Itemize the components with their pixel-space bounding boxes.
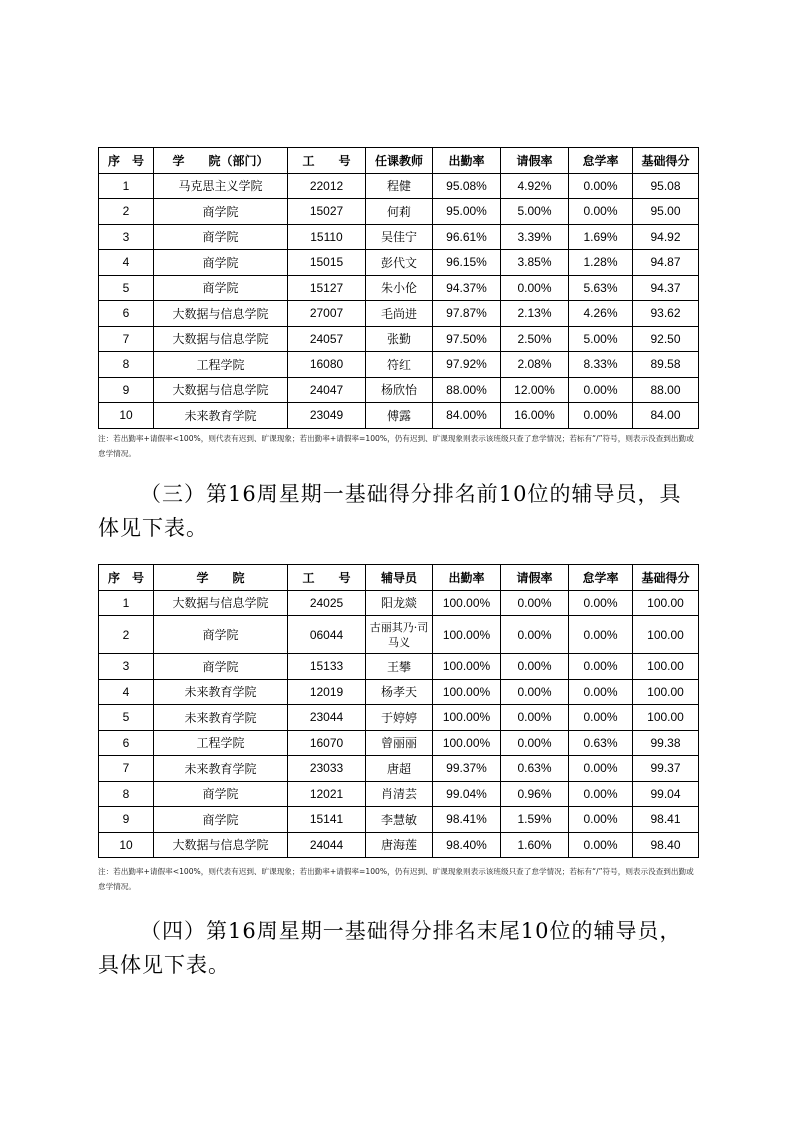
cell-index: 7	[99, 756, 154, 782]
cell-score: 95.00	[633, 199, 699, 225]
cell-id: 24044	[288, 832, 366, 858]
cell-score: 100.00	[633, 654, 699, 680]
header-truancy: 怠学率	[569, 148, 633, 174]
header-teacher: 任课教师	[366, 148, 433, 174]
cell-attendance: 98.40%	[433, 832, 501, 858]
table-row	[99, 377, 699, 403]
table-row	[99, 250, 699, 276]
cell-attendance: 100.00%	[433, 679, 501, 705]
cell-leave: 16.00%	[501, 403, 569, 429]
cell-college: 大数据与信息学院	[154, 301, 288, 327]
cell-leave: 1.59%	[501, 807, 569, 833]
cell-leave: 0.00%	[501, 275, 569, 301]
cell-college: 大数据与信息学院	[154, 832, 288, 858]
cell-leave: 5.00%	[501, 199, 569, 225]
cell-attendance: 95.08%	[433, 173, 501, 199]
table-row	[99, 654, 699, 680]
cell-id: 15110	[288, 224, 366, 250]
table-row	[99, 199, 699, 225]
cell-index: 9	[99, 377, 154, 403]
cell-truancy: 4.26%	[569, 301, 633, 327]
cell-index: 1	[99, 590, 154, 616]
cell-name: 于婷婷	[366, 705, 433, 731]
cell-name: 傅露	[366, 403, 433, 429]
cell-leave: 0.00%	[501, 590, 569, 616]
cell-attendance: 98.41%	[433, 807, 501, 833]
cell-attendance: 100.00%	[433, 590, 501, 616]
cell-id: 23049	[288, 403, 366, 429]
cell-id: 23033	[288, 756, 366, 782]
cell-truancy: 0.00%	[569, 377, 633, 403]
cell-truancy: 8.33%	[569, 352, 633, 378]
cell-college: 未来教育学院	[154, 679, 288, 705]
cell-leave: 3.39%	[501, 224, 569, 250]
cell-college: 未来教育学院	[154, 403, 288, 429]
table-row	[99, 730, 699, 756]
cell-index: 2	[99, 616, 154, 654]
cell-truancy: 0.00%	[569, 173, 633, 199]
cell-truancy: 0.00%	[569, 616, 633, 654]
cell-id: 15133	[288, 654, 366, 680]
cell-name: 程健	[366, 173, 433, 199]
cell-score: 95.08	[633, 173, 699, 199]
cell-college: 工程学院	[154, 352, 288, 378]
cell-attendance: 96.61%	[433, 224, 501, 250]
cell-attendance: 96.15%	[433, 250, 501, 276]
cell-truancy: 0.00%	[569, 781, 633, 807]
cell-college: 商学院	[154, 781, 288, 807]
cell-score: 84.00	[633, 403, 699, 429]
table-row	[99, 326, 699, 352]
cell-leave: 0.63%	[501, 756, 569, 782]
cell-attendance: 100.00%	[433, 705, 501, 731]
cell-index: 4	[99, 250, 154, 276]
header-leave: 请假率	[501, 565, 569, 591]
cell-index: 4	[99, 679, 154, 705]
cell-leave: 12.00%	[501, 377, 569, 403]
cell-id: 12019	[288, 679, 366, 705]
cell-leave: 0.00%	[501, 705, 569, 731]
cell-attendance: 97.87%	[433, 301, 501, 327]
cell-name: 符红	[366, 352, 433, 378]
cell-college: 商学院	[154, 807, 288, 833]
cell-college: 马克思主义学院	[154, 173, 288, 199]
header-score: 基础得分	[633, 565, 699, 591]
cell-college: 商学院	[154, 224, 288, 250]
cell-leave: 0.00%	[501, 616, 569, 654]
cell-truancy: 0.00%	[569, 705, 633, 731]
cell-attendance: 100.00%	[433, 654, 501, 680]
cell-index: 3	[99, 654, 154, 680]
section-4-heading: （四）第16周星期一基础得分排名末尾10位的辅导员，具体见下表。	[98, 919, 682, 977]
cell-name: 李慧敏	[366, 807, 433, 833]
cell-id: 24057	[288, 326, 366, 352]
table2-note: 注：若出勤率+请假率<100%，则代表有迟到、旷课现象；若出勤率+请假率=100%，仍有迟到、旷课现象则表示该班级只查了怠学情况；若标有“/”符号，则表示没查到出勤或怠学情况。	[98, 867, 694, 891]
cell-name: 王攀	[366, 654, 433, 680]
cell-college: 商学院	[154, 199, 288, 225]
cell-name: 毛尚进	[366, 301, 433, 327]
cell-leave: 2.50%	[501, 326, 569, 352]
cell-college: 大数据与信息学院	[154, 590, 288, 616]
table-row	[99, 832, 699, 858]
cell-leave: 1.60%	[501, 832, 569, 858]
cell-leave: 0.00%	[501, 730, 569, 756]
cell-attendance: 97.50%	[433, 326, 501, 352]
cell-leave: 2.08%	[501, 352, 569, 378]
cell-name: 古丽其乃·司马义	[366, 616, 433, 654]
table-row	[99, 224, 699, 250]
cell-score: 99.38	[633, 730, 699, 756]
cell-index: 6	[99, 301, 154, 327]
cell-index: 3	[99, 224, 154, 250]
cell-score: 94.92	[633, 224, 699, 250]
cell-score: 98.41	[633, 807, 699, 833]
cell-name: 朱小伦	[366, 275, 433, 301]
cell-truancy: 0.00%	[569, 679, 633, 705]
cell-name: 唐海莲	[366, 832, 433, 858]
cell-college: 大数据与信息学院	[154, 377, 288, 403]
table-row	[99, 679, 699, 705]
cell-college: 商学院	[154, 654, 288, 680]
header-leave: 请假率	[501, 148, 569, 174]
cell-truancy: 0.00%	[569, 403, 633, 429]
cell-id: 15127	[288, 275, 366, 301]
cell-leave: 4.92%	[501, 173, 569, 199]
cell-index: 6	[99, 730, 154, 756]
table-header-row	[99, 148, 699, 174]
cell-id: 23044	[288, 705, 366, 731]
table-row	[99, 781, 699, 807]
cell-college: 商学院	[154, 275, 288, 301]
cell-leave: 0.00%	[501, 654, 569, 680]
cell-truancy: 5.00%	[569, 326, 633, 352]
cell-truancy: 0.00%	[569, 199, 633, 225]
table-row	[99, 705, 699, 731]
cell-score: 100.00	[633, 616, 699, 654]
cell-index: 5	[99, 275, 154, 301]
cell-name: 肖清芸	[366, 781, 433, 807]
cell-name: 阳龙燚	[366, 590, 433, 616]
cell-score: 94.37	[633, 275, 699, 301]
cell-score: 92.50	[633, 326, 699, 352]
cell-attendance: 88.00%	[433, 377, 501, 403]
cell-score: 94.87	[633, 250, 699, 276]
cell-college: 商学院	[154, 250, 288, 276]
section-3-heading: （三）第16周星期一基础得分排名前10位的辅导员，具体见下表。	[98, 482, 682, 540]
cell-score: 99.04	[633, 781, 699, 807]
counselor-top-table	[98, 564, 699, 858]
cell-score: 100.00	[633, 705, 699, 731]
table1-note: 注：若出勤率+请假率<100%，则代表有迟到、旷课现象；若出勤率+请假率=100%，仍有迟到、旷课现象则表示该班级只查了怠学情况；若标有“/”符号，则表示没查到出勤或怠学情况。	[98, 434, 694, 458]
table-row	[99, 756, 699, 782]
cell-truancy: 0.63%	[569, 730, 633, 756]
teacher-ranking-table	[98, 147, 699, 429]
cell-college: 未来教育学院	[154, 756, 288, 782]
cell-college: 大数据与信息学院	[154, 326, 288, 352]
cell-truancy: 0.00%	[569, 807, 633, 833]
cell-name: 吴佳宁	[366, 224, 433, 250]
cell-truancy: 1.28%	[569, 250, 633, 276]
cell-index: 8	[99, 781, 154, 807]
cell-college: 未来教育学院	[154, 705, 288, 731]
cell-truancy: 5.63%	[569, 275, 633, 301]
cell-id: 12021	[288, 781, 366, 807]
cell-attendance: 95.00%	[433, 199, 501, 225]
cell-id: 15015	[288, 250, 366, 276]
cell-index: 7	[99, 326, 154, 352]
cell-name: 杨欣怡	[366, 377, 433, 403]
cell-college: 商学院	[154, 616, 288, 654]
cell-score: 98.40	[633, 832, 699, 858]
header-index: 序 号	[99, 565, 154, 591]
cell-id: 16070	[288, 730, 366, 756]
table-row	[99, 590, 699, 616]
cell-truancy: 1.69%	[569, 224, 633, 250]
header-score: 基础得分	[633, 148, 699, 174]
cell-id: 24047	[288, 377, 366, 403]
cell-attendance: 100.00%	[433, 616, 501, 654]
cell-score: 89.58	[633, 352, 699, 378]
cell-index: 10	[99, 403, 154, 429]
cell-leave: 0.00%	[501, 679, 569, 705]
table-row	[99, 275, 699, 301]
cell-id: 15027	[288, 199, 366, 225]
cell-name: 彭代文	[366, 250, 433, 276]
cell-id: 06044	[288, 616, 366, 654]
cell-name: 何莉	[366, 199, 433, 225]
cell-leave: 2.13%	[501, 301, 569, 327]
table-row	[99, 173, 699, 199]
header-attendance: 出勤率	[433, 148, 501, 174]
cell-index: 10	[99, 832, 154, 858]
cell-id: 15141	[288, 807, 366, 833]
cell-name: 张勤	[366, 326, 433, 352]
cell-truancy: 0.00%	[569, 654, 633, 680]
cell-truancy: 0.00%	[569, 756, 633, 782]
header-college: 学 院（部门）	[154, 148, 288, 174]
cell-score: 93.62	[633, 301, 699, 327]
cell-index: 8	[99, 352, 154, 378]
cell-attendance: 97.92%	[433, 352, 501, 378]
cell-name: 唐超	[366, 756, 433, 782]
header-id: 工 号	[288, 565, 366, 591]
cell-index: 5	[99, 705, 154, 731]
header-truancy: 怠学率	[569, 565, 633, 591]
cell-id: 16080	[288, 352, 366, 378]
table-row	[99, 403, 699, 429]
cell-attendance: 99.04%	[433, 781, 501, 807]
cell-id: 22012	[288, 173, 366, 199]
cell-score: 99.37	[633, 756, 699, 782]
header-college: 学 院	[154, 565, 288, 591]
header-id: 工 号	[288, 148, 366, 174]
cell-name: 杨孝天	[366, 679, 433, 705]
cell-name: 曾丽丽	[366, 730, 433, 756]
cell-college: 工程学院	[154, 730, 288, 756]
cell-attendance: 100.00%	[433, 730, 501, 756]
cell-leave: 0.96%	[501, 781, 569, 807]
cell-index: 1	[99, 173, 154, 199]
table-row	[99, 301, 699, 327]
header-index: 序 号	[99, 148, 154, 174]
table-row	[99, 352, 699, 378]
table-row	[99, 807, 699, 833]
cell-truancy: 0.00%	[569, 590, 633, 616]
cell-leave: 3.85%	[501, 250, 569, 276]
header-counselor: 辅导员	[366, 565, 433, 591]
cell-attendance: 84.00%	[433, 403, 501, 429]
cell-attendance: 99.37%	[433, 756, 501, 782]
cell-index: 2	[99, 199, 154, 225]
cell-id: 27007	[288, 301, 366, 327]
cell-attendance: 94.37%	[433, 275, 501, 301]
cell-id: 24025	[288, 590, 366, 616]
table-header-row	[99, 565, 699, 591]
cell-score: 88.00	[633, 377, 699, 403]
cell-truancy: 0.00%	[569, 832, 633, 858]
cell-score: 100.00	[633, 679, 699, 705]
cell-score: 100.00	[633, 590, 699, 616]
header-attendance: 出勤率	[433, 565, 501, 591]
table-row	[99, 616, 699, 654]
cell-index: 9	[99, 807, 154, 833]
